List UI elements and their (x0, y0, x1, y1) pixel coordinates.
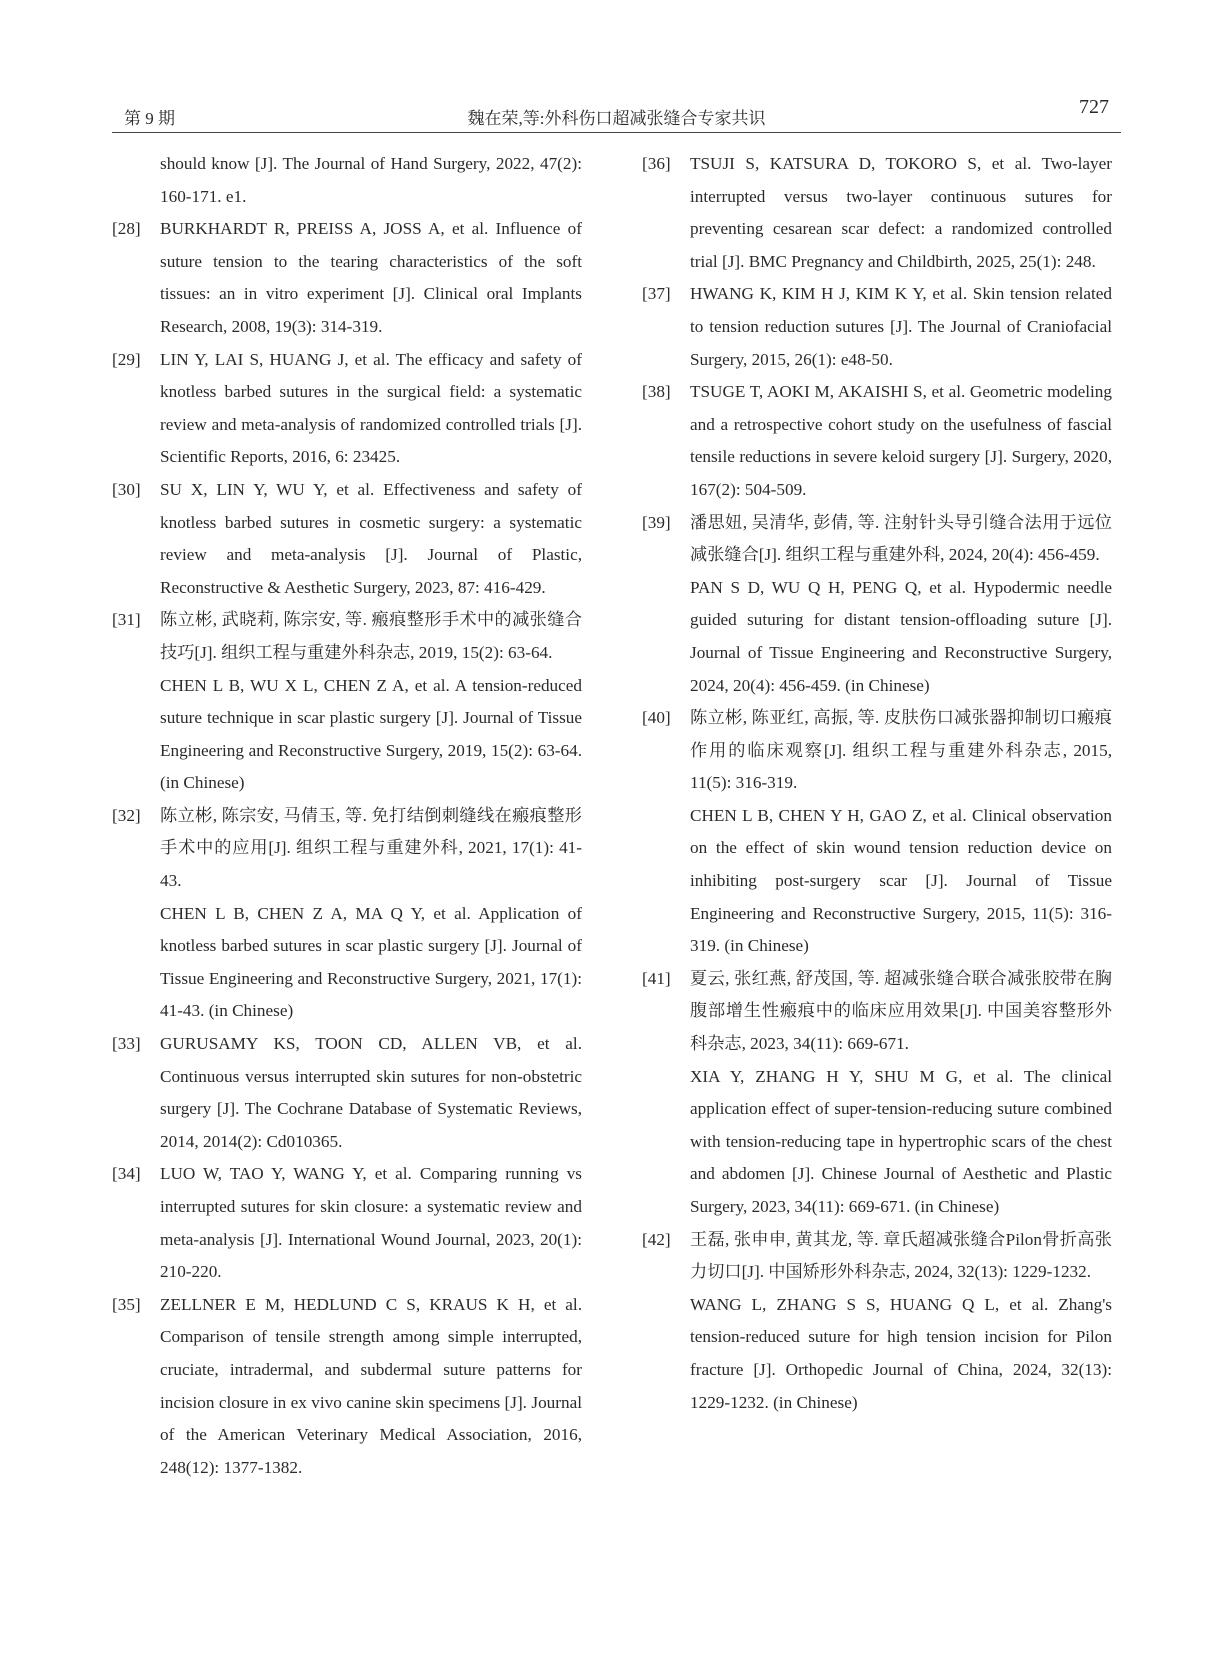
reference-number: [31] (112, 610, 141, 630)
page-number: 727 (1079, 96, 1109, 118)
reference-text: GURUSAMY KS, TOON CD, ALLEN VB, et al. Continuous versus interrupted skin sutures for non-obstetric surgery [J]. The Cochrane Database of Systematic Reviews, 2014, 2014(2): Cd010365. (160, 1034, 582, 1151)
reference-number: [34] (112, 1164, 141, 1184)
reference-text: SU X, LIN Y, WU Y, et al. Effectiveness and safety of knotless barbed sutures in cosmetic surgery: a systematic review and meta-analysis [J]. Journal of Plastic, Reconstructive & Aesthetic Surgery, 2023, 87: 416-429. (160, 479, 582, 597)
reference-item (642, 1224, 1112, 1420)
reference-translation: CHEN L B, CHEN Z A, MA Q Y, et al. Application of knotless barbed sutures in scar plastic surgery [J]. Journal of Tissue Engineering and Reconstructive Surgery, 2021, 17(1): 41-43. (in Chinese) (160, 903, 582, 1021)
reference-text: 陈立彬, 武晓莉, 陈宗安, 等. 瘢痕整形手术中的减张缝合技巧[J]. 组织工程与重建外科杂志, 2019, 15(2): 63-64. (160, 610, 582, 662)
reference-number: [28] (112, 219, 141, 239)
reference-text: LUO W, TAO Y, WANG Y, et al. Comparing running vs interrupted sutures for skin closure: a systematic review and meta-analysis [J]. International Wound Journal, 2023, 20(1): 210-220. (160, 1164, 582, 1282)
reference-translation: PAN S D, WU Q H, PENG Q, et al. Hypodermic needle guided suturing for distant tension-offloading suture [J]. Journal of Tissue Engineering and Reconstructive Surgery, 2024, 20(4): 456-459. (in Chinese) (690, 577, 1112, 695)
reference-number: [37] (642, 284, 671, 304)
reference-text: 夏云, 张红燕, 舒茂国, 等. 超减张缝合联合减张胶带在胸腹部增生性瘢痕中的临床应用效果[J]. 中国美容整形外科杂志, 2023, 34(11): 669-671. (690, 968, 1112, 1054)
reference-number: [32] (112, 805, 141, 825)
reference-item (112, 1028, 582, 1158)
reference-item (112, 1289, 582, 1485)
reference-number: [39] (642, 512, 671, 532)
reference-text: LIN Y, LAI S, HUANG J, et al. The efficacy and safety of knotless barbed sutures in the surgical field: a systematic review and meta-analysis of randomized controlled trials [J]. Scientific Reports, 2016, 6: 23425. (160, 349, 582, 467)
reference-translation: CHEN L B, CHEN Y H, GAO Z, et al. Clinical observation on the effect of skin wound tension reduction device on inhibiting post-surgery scar [J]. Journal of Tissue Engineering and Reconstructive Surgery, 2015, 11(5): 316-319. (in Chinese) (690, 805, 1112, 956)
reference-number: [30] (112, 479, 141, 499)
reference-item (112, 344, 582, 474)
reference-number: [42] (642, 1229, 671, 1249)
reference-item (112, 474, 582, 604)
reference-text: HWANG K, KIM H J, KIM K Y, et al. Skin tension related to tension reduction sutures [J]. The Journal of Craniofacial Surgery, 2015, 26(1): e48-50. (690, 284, 1112, 369)
reference-item (642, 702, 1112, 963)
reference-item (642, 507, 1112, 703)
right-column (642, 148, 1112, 1419)
reference-text: TSUGE T, AOKI M, AKAISHI S, et al. Geometric modeling and a retrospective cohort study on the usefulness of fascial tensile reductions in severe keloid surgery [J]. Surgery, 2020, 167(2): 504-509. (690, 382, 1112, 499)
reference-number: [33] (112, 1034, 141, 1054)
reference-list-left (112, 213, 582, 1484)
reference-number: [35] (112, 1294, 141, 1314)
reference-list-right (642, 148, 1112, 1419)
reference-text: 潘思妞, 吴清华, 彭倩, 等. 注射针头导引缝合法用于远位减张缝合[J]. 组织工程与重建外科, 2024, 20(4): 456-459. (690, 512, 1112, 565)
reference-text: BURKHARDT R, PREISS A, JOSS A, et al. Influence of suture tension to the tearing characteristics of the soft tissues: an in vitro experiment [J]. Clinical oral Implants Research, 2008, 19(3): 314-319. (160, 219, 582, 336)
reference-text: ZELLNER E M, HEDLUND C S, KRAUS K H, et al. Comparison of tensile strength among simple interrupted, cruciate, intradermal, and subdermal suture patterns for incision closure in ex vivo canine skin specimens [J]. Journal of the American Veterinary Medical Association, 2016, 248(12): 1377-1382. (160, 1294, 582, 1477)
reference-item (112, 604, 582, 800)
reference-item (642, 278, 1112, 376)
reference-number: [36] (642, 154, 671, 173)
reference-number: [40] (642, 708, 671, 728)
reference-item (642, 148, 1112, 278)
reference-translation: XIA Y, ZHANG H Y, SHU M G, et al. The clinical application effect of super-tension-reducing suture combined with tension-reducing tape in hypertrophic scars of the chest and abdomen [J]. Chinese Journal of Aesthetic and Plastic Surgery, 2023, 34(11): 669-671. (in Chinese) (690, 1066, 1112, 1216)
reference-text: TSUJI S, KATSURA D, TOKORO S, et al. Two-layer interrupted versus two-layer continuous sutures for preventing cesarean scar defect: a randomized controlled trial [J]. BMC Pregnancy and Childbirth, 2025, 25(1): 248. (690, 154, 1112, 271)
reference-item (642, 376, 1112, 506)
page-header (112, 96, 1121, 133)
reference-text: 陈立彬, 陈亚红, 高振, 等. 皮肤伤口减张器抑制切口瘢痕作用的临床观察[J]. 组织工程与重建外科杂志, 2015, 11(5): 316-319. (690, 708, 1112, 793)
reference-number: [38] (642, 382, 671, 402)
reference-continuation: should know [J]. The Journal of Hand Surgery, 2022, 47(2): 160-171. e1. (160, 154, 582, 206)
reference-item (642, 963, 1112, 1224)
reference-translation: WANG L, ZHANG S S, HUANG Q L, et al. Zhang's tension-reduced suture for high tension incision for Pilon fracture [J]. Orthopedic Journal of China, 2024, 32(13): 1229-1232. (in Chinese) (690, 1294, 1112, 1412)
reference-number: [41] (642, 968, 671, 988)
issue-number: 第 9 期 (124, 109, 175, 128)
left-column (112, 148, 582, 1484)
reference-text: 陈立彬, 陈宗安, 马倩玉, 等. 免打结倒刺缝线在瘢痕整形手术中的应用[J]. 组织工程与重建外科, 2021, 17(1): 41-43. (160, 805, 582, 891)
running-title: 魏在荣,等:外科伤口超减张缝合专家共识 (467, 109, 766, 128)
reference-number: [29] (112, 349, 141, 369)
reference-text: 王磊, 张申申, 黄其龙, 等. 章氏超减张缝合Pilon骨折高张力切口[J]. 中国矫形外科杂志, 2024, 32(13): 1229-1232. (690, 1229, 1112, 1282)
reference-item (112, 213, 582, 343)
reference-translation: CHEN L B, WU X L, CHEN Z A, et al. A tension-reduced suture technique in scar plastic surgery [J]. Journal of Tissue Engineering and Reconstructive Surgery, 2019, 15(2): 63-64. (in Chinese) (160, 675, 582, 793)
reference-item (112, 1158, 582, 1288)
reference-item (112, 800, 582, 1028)
